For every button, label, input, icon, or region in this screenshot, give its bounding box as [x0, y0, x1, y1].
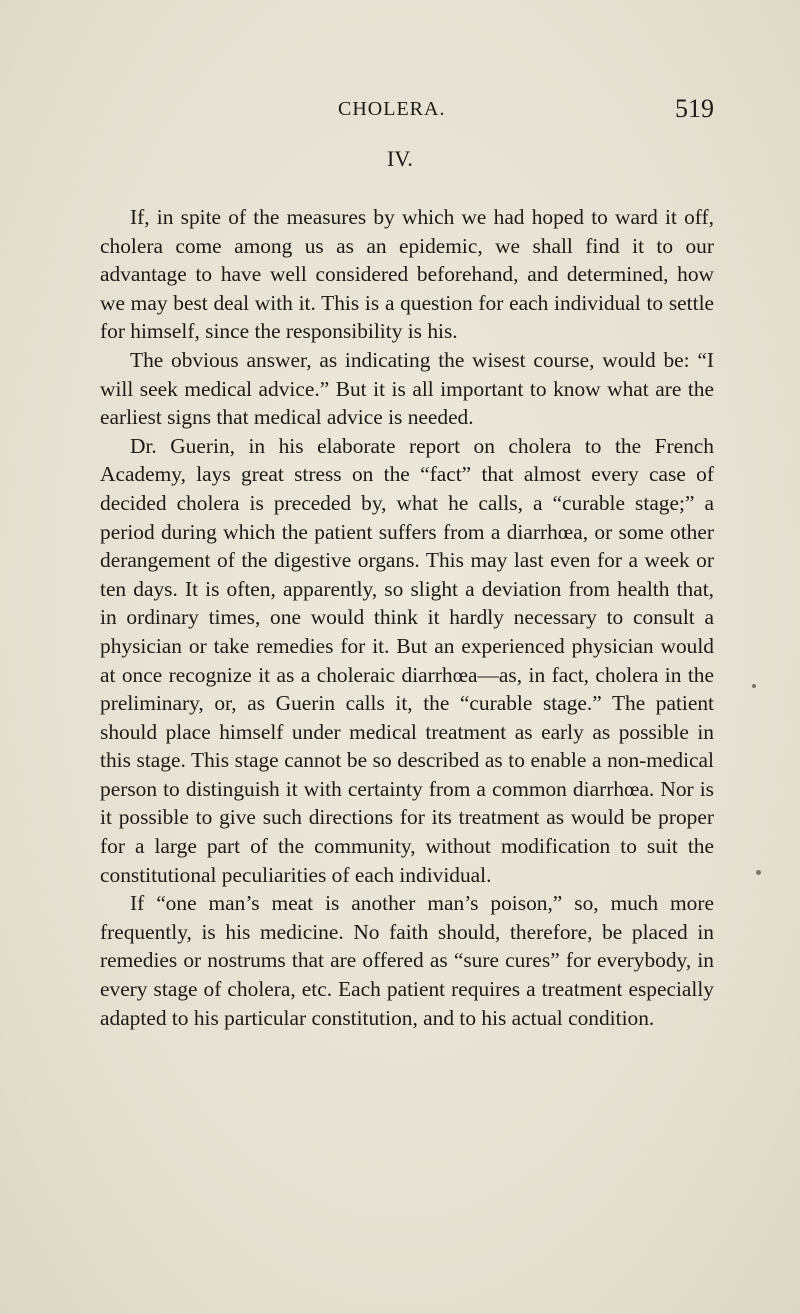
paper-speck	[756, 870, 761, 875]
paragraph: Dr. Guerin, in his elaborate report on cholera to the French Academy, lays great stress on the “fact” that almost every case of decided cholera is preceded by, what he calls, a “curable stage;” a period during which the patient suffers from a diarrhœa, or some other derangement of the digestive organs. This may last even for a week or ten days. It is often, apparently, so slight a deviation from health that, in ordinary times, one would think it hardly necessary to consult a physician or take remedies for it. But an experienced physician would at once recognize it as a choleraic diarrhœa—as, in fact, cholera in the preliminary, or, as Guerin calls it, the “curable stage.” The patient should place himself under medical treatment as early as possible in this stage. This stage cannot be so described as to enable a non-medical person to distinguish it with certainty from a common diarrhœa. Nor is it possible to give such directions for its treatment as would be proper for a large part of the community, without modification to suit the constitutional peculiarities of each individual.	[100, 433, 714, 887]
page-number: 519	[675, 94, 714, 123]
body-text	[100, 203, 714, 1032]
paragraph: If, in spite of the measures by which we had hoped to ward it off, cholera come among us as an epidemic, we shall find it to our advantage to have well considered beforehand, and determined, how we may best deal with it. This is a question for each individual to settle for himself, since the responsibility is his.	[100, 205, 714, 344]
running-head	[100, 94, 714, 128]
section-heading: IV.	[387, 146, 413, 171]
paragraph: The obvious answer, as indicating the wisest course, would be: “I will seek medical advice.” But it is all important to know what are the earliest signs that medical advice is needed.	[100, 347, 714, 430]
paragraph: If “one man’s meat is another man’s poison,” so, much more frequently, is his medicine. No faith should, therefore, be placed in remedies or nostrums that are offered as “sure cures” for everybody, in every stage of cholera, etc. Each patient requires a treatment especially adapted to his particular constitution, and to his actual condition.	[100, 891, 714, 1030]
paper-speck	[752, 684, 756, 688]
running-title: CHOLERA.	[338, 98, 446, 120]
